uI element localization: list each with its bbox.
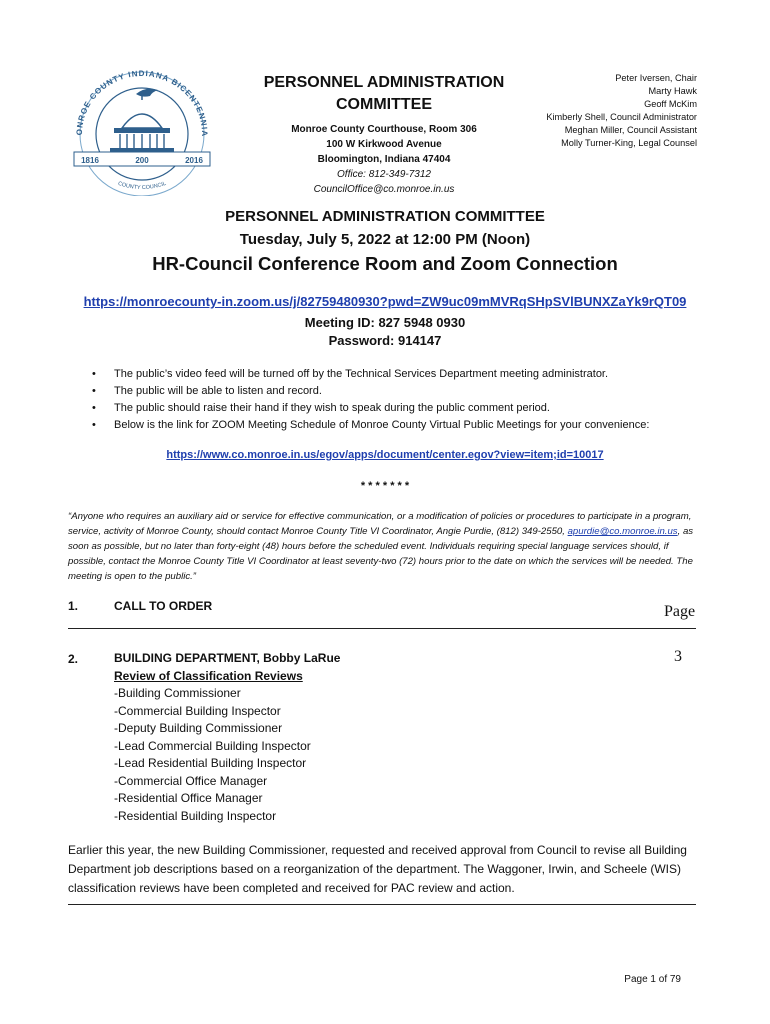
position-item: -Commercial Office Manager xyxy=(114,773,268,788)
header-block xyxy=(250,72,518,197)
item2-page-number: 3 xyxy=(674,648,682,665)
meeting-datetime: Tuesday, July 5, 2022 at 12:00 PM (Noon) xyxy=(239,231,531,248)
position-item: -Deputy Building Commissioner xyxy=(114,721,283,735)
member-name: Molly Turner-King, Legal Counsel xyxy=(561,138,697,148)
seal-bottom-text: COUNTY COUNCIL xyxy=(117,180,167,192)
seal-year-right: 2016 xyxy=(185,156,203,165)
schedule-link[interactable]: https://www.co.monroe.in.us/egov/apps/document/center.egov?view=item;id=10017 xyxy=(166,449,604,461)
list-item: • The public should raise their hand if they wish to speak during the public comment period. xyxy=(94,400,649,417)
meeting-password: Password: 914147 xyxy=(328,333,442,348)
list-item: • The public’s video feed will be turned off by the Technical Services Department meeting administrator. xyxy=(94,366,649,383)
item2-subtitle: Review of Classification Reviews xyxy=(114,668,303,683)
divider-line xyxy=(68,904,696,905)
seal-year-left: 1816 xyxy=(81,156,99,165)
position-item: -Residential Building Inspector xyxy=(114,808,277,823)
item1-number: 1. xyxy=(68,599,79,613)
header-title-line1: PERSONNEL ADMINISTRATION xyxy=(263,74,505,91)
position-item: -Lead Residential Building Inspector xyxy=(114,756,307,770)
office-phone: Office: 812-349-7312 xyxy=(337,169,431,180)
committee-members xyxy=(497,72,697,150)
position-item: -Commercial Building Inspector xyxy=(114,703,281,718)
notice-text-part1: “Anyone who requires an auxiliary aid or service for effective communication, or a modification of policies or procedures to participate in a program, service, activity of Monroe County, should contact Monroe County Title VI Coordinator, Angie Purdie, (812) 349-2550, xyxy=(68,511,692,537)
notice-text-part2: , as soon as possible, but no later than forty-eight (48) hours before the scheduled event. Individuals requiring special language services should, if possible, contact the Monroe County Title VI Coordinator at least seventy-two (72) hours prior to the date on which the services will be needed. The meeting is open to the public.” xyxy=(68,526,694,582)
svg-text:COUNTY COUNCIL xyxy=(117,181,167,191)
accessibility-notice xyxy=(68,509,708,584)
member-name: Peter Iversen, Chair xyxy=(615,73,697,83)
item2-title: BUILDING DEPARTMENT, Bobby LaRue xyxy=(114,651,341,665)
public-info-list xyxy=(94,366,649,434)
office-email: CouncilOffice@co.monroe.in.us xyxy=(313,184,455,195)
meeting-location: HR-Council Conference Room and Zoom Connection xyxy=(152,253,618,274)
item1-title: CALL TO ORDER xyxy=(114,599,213,613)
seal-arc-text: ONROE COUNTY INDIANA BICENTENNIA xyxy=(74,68,210,138)
county-bicentennial-seal xyxy=(66,66,218,196)
member-name: Kimberly Shell, Council Administrator xyxy=(546,112,697,122)
zoom-meeting-link[interactable]: https://monroecounty-in.zoom.us/j/82759480930?pwd=ZW9uc09mMVRqSHpSVlBUNXZaYk9rQT09 xyxy=(83,294,687,309)
header-title-line2: COMMITTEE xyxy=(336,96,432,113)
item2-description: Earlier this year, the new Building Commissioner, requested and received approval from Council to revise all Building Department job descriptions based on a reorganization of the department. The Waggoner, Irwin, and Scheele (WIS) classification reviews have been completed and received for PAC review and action. xyxy=(68,843,687,895)
position-item: -Residential Office Manager xyxy=(114,791,263,805)
member-name: Marty Hawk xyxy=(648,86,697,96)
page-column-label: Page xyxy=(664,603,696,620)
item2-details xyxy=(114,650,340,825)
member-name: Meghan Miller, Council Assistant xyxy=(564,125,697,135)
divider-line xyxy=(68,628,696,629)
meeting-id: Meeting ID: 827 5948 0930 xyxy=(304,315,466,330)
list-item: • The public will be able to listen and record. xyxy=(94,383,649,400)
member-name: Geoff McKim xyxy=(644,99,697,109)
separator-stars: * * * * * * * xyxy=(360,480,410,492)
position-item: -Lead Commercial Building Inspector xyxy=(114,738,311,753)
address-line1: Monroe County Courthouse, Room 306 xyxy=(291,124,477,135)
address-line2: 100 W Kirkwood Avenue xyxy=(326,139,442,150)
list-item: • Below is the link for ZOOM Meeting Schedule of Monroe County Virtual Public Meetings for your convenience: xyxy=(94,417,649,434)
committee-heading: PERSONNEL ADMINISTRATION COMMITTEE xyxy=(225,208,545,225)
page-footer: Page 1 of 79 xyxy=(624,974,681,985)
coordinator-email-link[interactable]: apurdie@co.monroe.in.us xyxy=(567,526,678,537)
seal-year-center: 200 xyxy=(135,156,149,165)
item2-number: 2. xyxy=(68,652,79,666)
address-line3: Bloomington, Indiana 47404 xyxy=(317,154,451,165)
position-item: -Building Commissioner xyxy=(114,686,241,700)
